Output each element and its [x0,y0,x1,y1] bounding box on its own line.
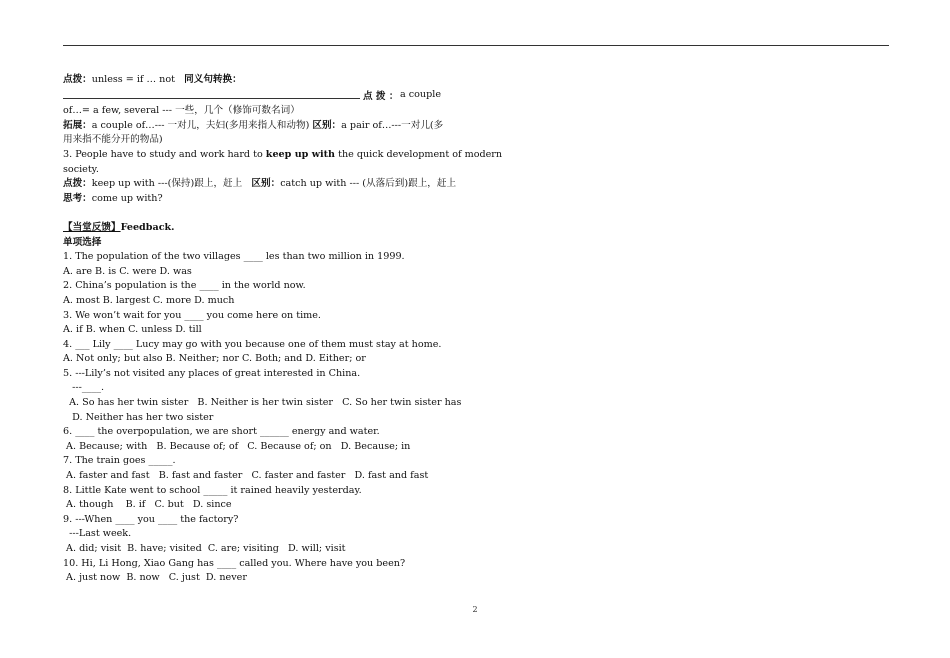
question-2: 2. China’s population is the ____ in the world now. [63,280,306,292]
tip-line-4: 拓展：a couple of…--- 一对儿，夫妇(多用来指人和动物) 区别：a pair of…---一对儿(多 [63,119,444,131]
tip-line-2: 点 拨 ： a couple [63,88,441,105]
question-4-options: A. Not only; but also B. Neither; nor C. Both; and D. Either; or [63,353,366,365]
feedback-subheading: 单项选择 [63,236,102,248]
question-3: 3. We won’t wait for you ____ you come here on time. [63,309,321,321]
question-8-options: A. though B. if C. but D. since [63,499,232,511]
worksheet-content [63,73,503,586]
question-1-options: A. are B. is C. were D. was [63,265,192,277]
question-8: 8. Little Kate went to school _____ it rained heavily yesterday. [63,484,362,496]
question-7: 7. The train goes _____. [63,455,176,467]
feedback-heading: 【当堂反馈】Feedback. [63,221,175,233]
sentence-3: 3. People have to study and work hard to keep up with the quick development of modern [63,148,503,160]
question-6-options: A. Because; with B. Because of; of C. Because of; on D. Because; in [63,440,411,452]
question-1: 1. The population of the two villages ____ les than two million in 1999. [63,251,405,263]
sentence-3-cont: society. [63,163,99,175]
question-5: 5. ---Lily’s not visited any places of great interested in China. [63,367,361,379]
question-5-options-cont: D. Neither has her two sister [63,411,214,423]
question-7-options: A. faster and fast B. fast and faster C. faster and faster D. fast and fast [63,470,429,482]
page-number: 2 [472,605,478,614]
tip-line-8: 点拨：keep up with ---(保持)跟上，赶上 区别：catch up with --- (从落后到)跟上，赶上 [63,178,457,190]
tip-line-1: 点拨：unless = if … not 同义句转换： [63,74,242,85]
question-9-reply: ---Last week. [63,528,132,540]
tip-line-9: 思考：come up with? [63,192,163,204]
question-10-options: A. just now B. now C. just D. never [63,572,247,584]
question-10: 10. Hi, Li Hong, Xiao Gang has ____ called you. Where have you been? [63,557,406,569]
tip-line-3: of…= a few, several --- 一些，几个（修饰可数名词） [63,105,300,117]
question-2-options: A. most B. largest C. more D. much [63,294,235,306]
question-9-options: A. did; visit B. have; visited C. are; visiting D. will; visit [63,543,346,554]
header-rule [63,45,889,46]
question-3-options: A. if B. when C. unless D. till [63,324,202,336]
question-4: 4. ___ Lily ____ Lucy may go with you because one of them must stay at home. [63,338,442,350]
question-9: 9. ---When ____ you ____ the factory? [63,513,239,525]
question-5-options: A. So has her twin sister B. Neither is her twin sister C. So her twin sister has [63,397,462,409]
question-5-reply: ---____. [63,382,105,394]
answer-blank [63,88,360,99]
question-6: 6. ____ the overpopulation, we are short ______ energy and water. [63,426,380,438]
question-list [63,250,462,586]
tip-line-5: 用来指不能分开的物品) [63,134,163,146]
spacer [63,206,441,221]
